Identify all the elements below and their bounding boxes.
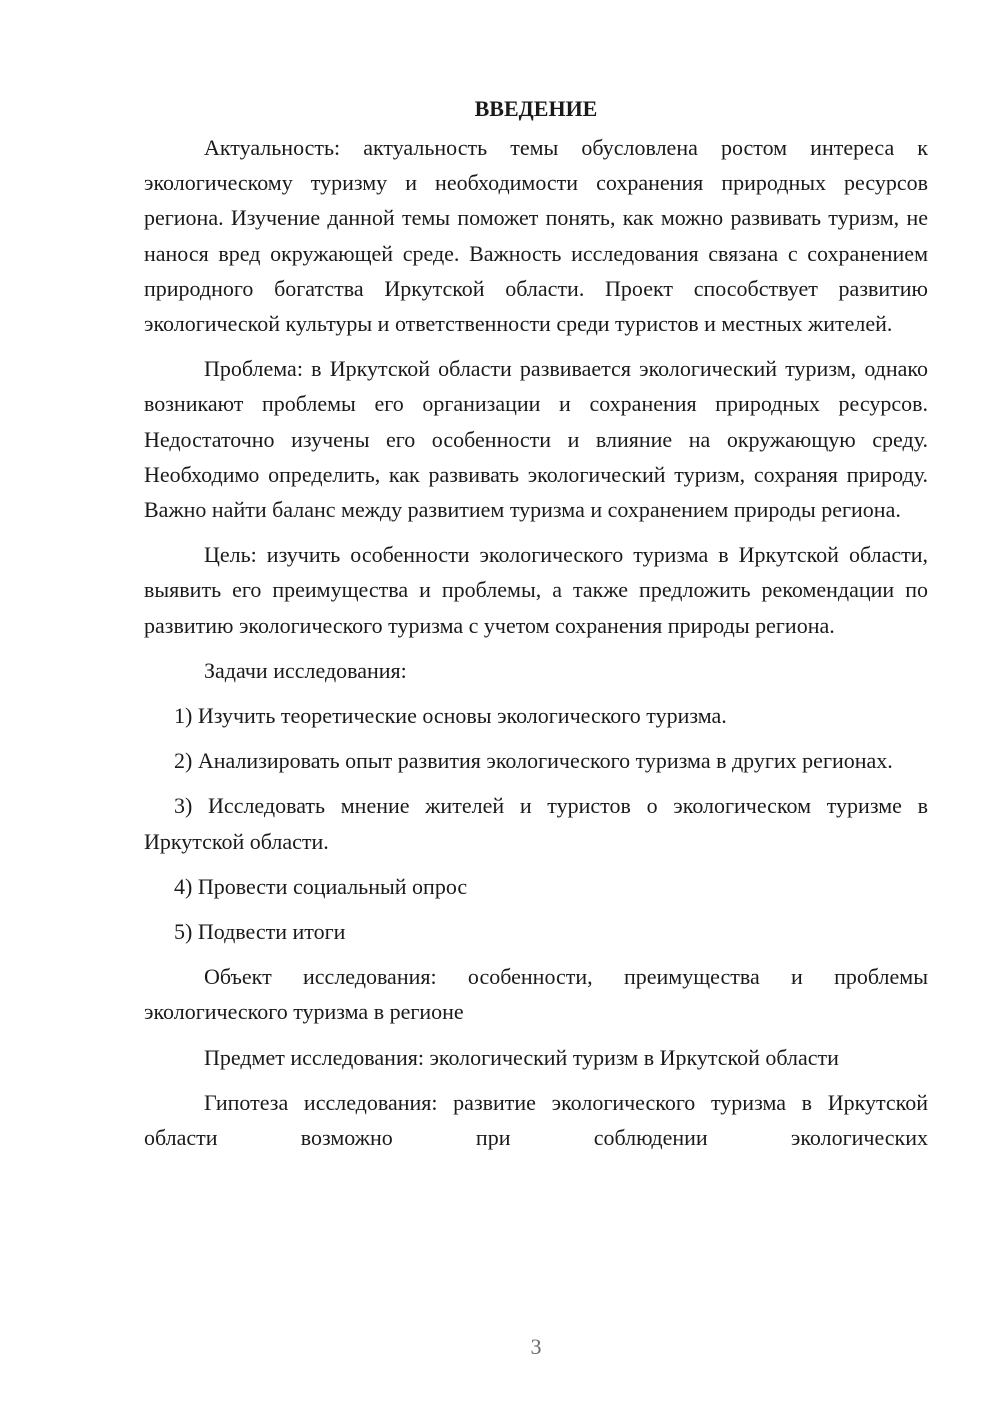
task-item-5: 5) Подвести итоги [174,919,346,945]
paragraph-object: Объект исследования: особенности, преимущества и проблемы экологического туризма в регионе [144,964,928,1025]
paragraph-hypothesis: Гипотеза исследования: развитие экологического туризма в Иркутской области возможно при соблюдении экологических [144,1089,928,1151]
task-item-3: 3) Исследовать мнение жителей и туристов о экологическом туризме в Иркутской области. [144,793,928,854]
paragraph-subject: Предмет исследования: экологический туризм в Иркутской области [204,1044,839,1070]
task-item-4: 4) Провести социальный опрос [174,873,468,899]
paragraph-relevance: Актуальность: актуальность темы обусловлена ростом интереса к экологическому туризму и необходимости сохранения природных ресурсов региона. Изучение данной темы поможет понять, как можно развивать туризм, не нанося вред окружающей среде. Важность исследования связана с сохранением природного богатства Иркутской области. Проект способствует развитию экологической культуры и ответственности среди туристов и местных жителей. [144,135,928,337]
paragraph-problem: Проблема: в Иркутской области развивается экологический туризм, однако возникают проблемы его организации и сохранения природных ресурсов. Недостаточно изучены его особенности и влияние на окружающую среду. Необходимо определить, как развивать экологический туризм, сохраняя природу. Важно найти баланс между развитием туризма и сохранением природы региона. [144,356,928,523]
page-number: 3 [530,1334,542,1359]
document-page [144,92,928,1165]
task-item-1: 1) Изучить теоретические основы экологического туризма. [174,703,727,729]
task-item-2: 2) Анализировать опыт развития экологического туризма в других регионах. [174,748,893,774]
paragraph-tasks-title: Задачи исследования: [204,657,407,683]
paragraph-goal: Цель: изучить особенности экологического туризма в Иркутской области, выявить его преимущества и проблемы, а также предложить рекомендации по развитию экологического туризма с учетом сохранения природы региона. [144,542,928,638]
section-heading: ВВЕДЕНИЕ [474,96,598,121]
